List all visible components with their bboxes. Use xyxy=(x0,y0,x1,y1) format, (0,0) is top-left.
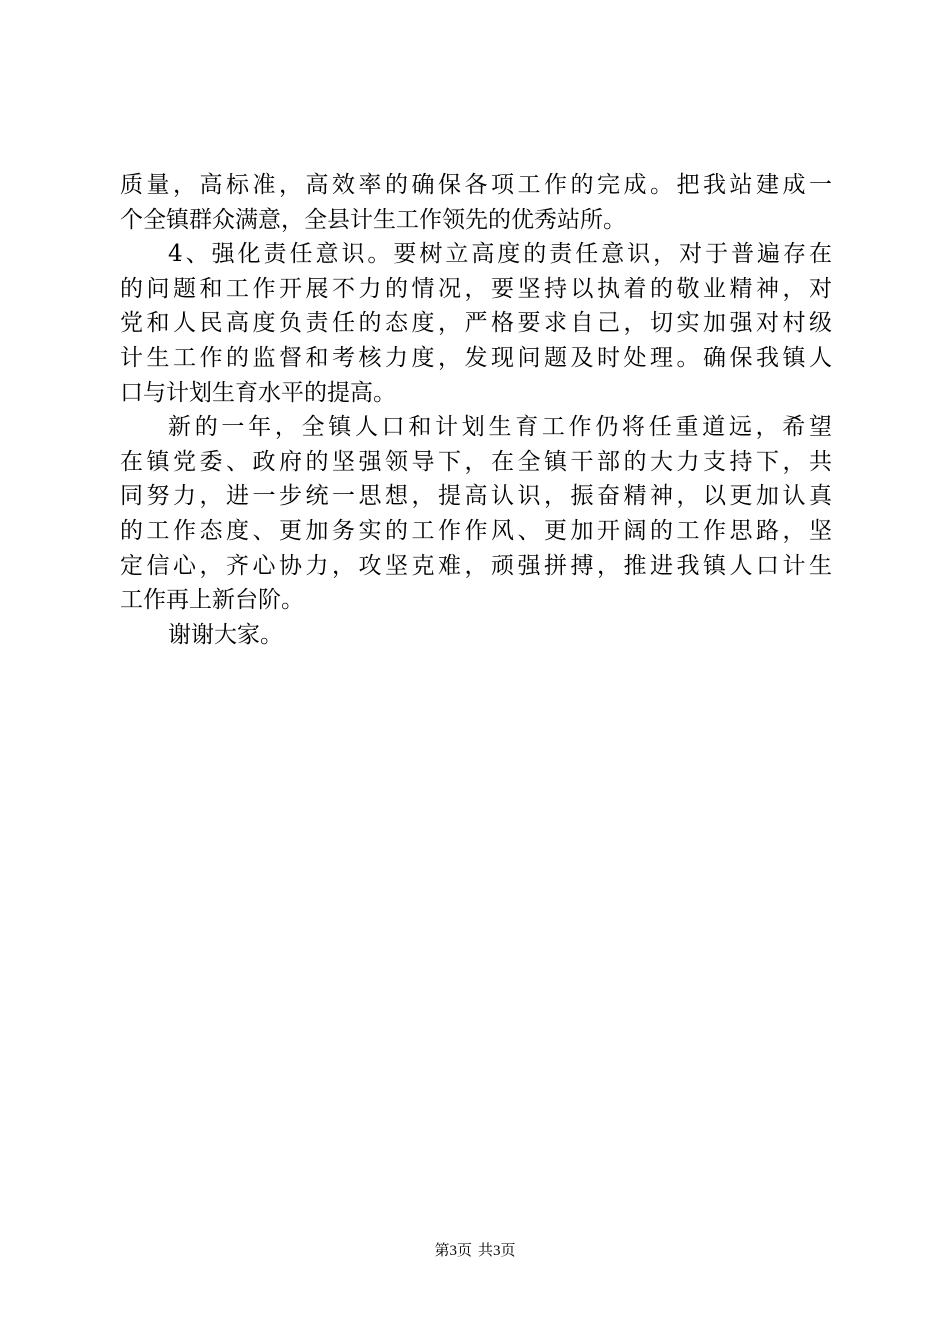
body-line: 新的一年，全镇人口和计划生育工作仍将任重道远，希望 xyxy=(168,414,832,441)
body-line: 口与计划生育水平的提高。 xyxy=(120,379,396,406)
body-line: 谢谢大家。 xyxy=(168,621,283,648)
body-line: 同努力，进一步统一思想，提高认识，振奋精神，以更加认真 xyxy=(120,483,832,510)
page-footer xyxy=(0,1241,950,1261)
body-line: 在镇党委、政府的坚强领导下，在全镇干部的大力支持下，共 xyxy=(120,448,832,475)
document-body xyxy=(120,168,832,652)
page-number-total: 共3页 xyxy=(478,1243,516,1259)
body-line: 定信心，齐心协力，攻坚克难，顽强拼搏，推进我镇人口计生 xyxy=(120,552,832,579)
body-line: 的工作态度、更加务实的工作作风、更加开阔的工作思路，坚 xyxy=(120,517,832,544)
body-line: 工作再上新台阶。 xyxy=(120,587,304,614)
body-line: 计生工作的监督和考核力度，发现问题及时处理。确保我镇人 xyxy=(120,344,832,371)
body-line: 4、强化责任意识。要树立高度的责任意识，对于普遍存在 xyxy=(168,241,832,268)
body-line: 质量，高标准，高效率的确保各项工作的完成。把我站建成一 xyxy=(120,172,832,198)
body-line: 党和人民高度负责任的态度，严格要求自己，切实加强对村级 xyxy=(120,310,832,337)
body-line: 个全镇群众满意，全县计生工作领先的优秀站所。 xyxy=(120,206,626,233)
body-line: 的问题和工作开展不力的情况，要坚持以执着的敬业精神，对 xyxy=(120,275,832,302)
page-number-current: 第3页 xyxy=(434,1243,472,1259)
